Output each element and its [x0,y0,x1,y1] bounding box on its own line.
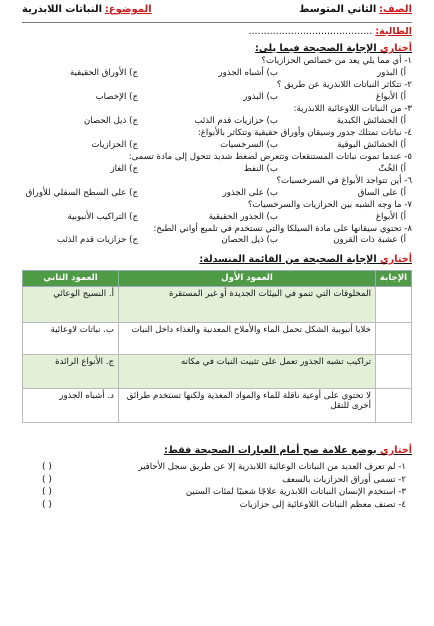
column-one-cell: تراكيب تشبه الجذور تعمل على تثبيت النبات في مكانه [119,354,376,388]
table-row [23,388,412,422]
check-box[interactable]: ( ) [42,474,52,485]
option-c[interactable]: ج) حزازيات قدم الذئب [56,235,138,246]
option-b[interactable]: ب) النفط [243,163,278,174]
option-c[interactable]: ج) على السطح السفلي للأوراق [25,187,138,198]
question-text: ٢- تتكاثر النباتات اللابذرية عن طريق ؟ [276,79,412,90]
section3-title-red: أختاري [379,444,412,456]
section2-title [22,254,412,267]
section2-title-red: أختاري [379,253,412,265]
grade-block [299,4,412,16]
column-one-cell: المخلوقات التي تنمو في البيئات الجديدة أو غير المستقرة [119,286,376,322]
section2-title-rest: الإجابة الصحيحة من القائمة المنسدلة: [199,253,380,265]
question-text: ٤- نباتات تمتلك جذور وسيقان وأوراق حقيقية وتتكاثر بالأبواغ: [197,127,412,138]
option-c[interactable]: ج) الإخصاب [95,91,138,102]
options-row [22,188,412,200]
option-a[interactable]: أ) الأبواغ [375,211,406,222]
answer-dropdown[interactable] [376,286,412,322]
section1-title [22,43,412,56]
question-text: ٣- من النباتات اللاوعائية اللابذرية: [293,103,412,114]
column-one-cell: لا تحتوي على أوعية ناقلة للماء والمواد المغذية ولكنها تستخدم طرائق أخرى للنقل [119,388,376,422]
options-row [22,92,412,104]
option-c[interactable]: ج) التراكيب الأنبوبية [67,211,138,222]
options-row [22,212,412,224]
column-two-cell: أ. النسيج الوعائي [23,286,119,322]
option-b[interactable]: ب) ذيل الحصان [221,235,278,246]
option-b[interactable]: ب) السرخسيات [220,139,278,150]
check-box[interactable]: ( ) [42,487,52,498]
mcq-item [22,224,412,248]
topic-label: الموضوع: [104,4,152,15]
option-b[interactable]: ب) حزازيات قدم الذئب [194,115,278,126]
column-two-cell: د. أشباه الجذور [23,388,119,422]
section3-title-rest: بوضع علامة صح أمام العبارات الصحيحة فقط: [164,444,380,456]
list-item [22,500,412,513]
answer-column-header: الإجابة [376,270,412,286]
options-row [22,116,412,128]
mcq-item [22,80,412,104]
answer-dropdown[interactable] [376,388,412,422]
statement-text: ٢- تسمى أوراق الحزازيات بالسعف [282,474,406,485]
list-item [22,462,412,475]
option-a[interactable]: أ) البذور [377,67,406,78]
option-b[interactable]: ب) أشباه الجذور [218,67,278,78]
statement-text: ١- لم تعرف العديد من النباتات الوعائية اللابذرية إلا عن طريق سجل الأحافير [138,461,406,472]
mcq-item [22,152,412,176]
question-text: ٧- ما وجه الشبه بين الحزازيات والسرخسيات؟ [247,199,412,210]
option-c[interactable]: ج) الأوراق الحقيقية [69,67,138,78]
header-divider [22,22,412,23]
student-name-line [22,26,412,39]
topic-block [22,4,152,16]
check-box[interactable]: ( ) [42,461,52,472]
question-text: ٨- تحتوي سيقانها على مادة السيلكا والتي تستخدم في تلميع أواني الطبخ: [153,223,412,234]
section1-title-red: أختاري [379,43,412,54]
topic-value: النباتات اللابذرية [22,4,103,15]
statement-text: ٤- تصنف معظم النباتات اللاوعائية إلى حزازيات [239,500,406,511]
option-c[interactable]: ج) الحزازيات [91,139,138,150]
options-row [22,140,412,152]
option-b[interactable]: ب) البذور [243,91,278,102]
option-b[interactable]: ب) على الجذور [222,187,278,198]
mcq-item [22,200,412,224]
section3-title [22,445,412,458]
student-label: الطالبة: [375,26,412,37]
option-a[interactable]: أ) عشبة ذات القرون [333,235,406,246]
options-row [22,164,412,176]
option-a[interactable]: أ) على الساق [357,187,406,198]
mcq-item [22,176,412,200]
answer-dropdown[interactable] [376,322,412,354]
matching-table [22,270,412,423]
option-a[interactable]: أ) الحشائش الكبدية [336,115,406,126]
table-row [23,354,412,388]
option-c[interactable]: ج) ذيل الحصان [83,115,138,126]
mcq-list [22,56,412,248]
column-two-cell: ج. الأنواع الرائدة [23,354,119,388]
mcq-item [22,56,412,80]
question-text: ٥- عندما تموت نباتات المستنقعات وتتعرض لضغط شديد تتحول إلى مادة تسمى: [128,151,412,162]
check-box[interactable]: ( ) [42,500,52,511]
grade-value: الثاني المتوسط [299,4,377,15]
option-b[interactable]: ب) الجذور الحقيقية [208,211,278,222]
section1-title-rest: الإجابة الصحيحة فيما يلي: [255,43,380,54]
options-row [22,68,412,80]
student-name-blank[interactable]: ......................................... [248,26,373,37]
column-two-cell: ب. نباتات لاوعائية [23,322,119,354]
table-row [23,286,412,322]
mcq-item [22,104,412,128]
statement-text: ٣- استخدم الإنسان النباتات اللابذرية علاجًا شعبيًا لمئات السنين [185,487,406,498]
column-one-cell: خلايا أنبوبية الشكل تحمل الماء والأملاح المعدنية والغذاء داخل النبات [119,322,376,354]
list-item [22,487,412,500]
true-false-list [22,462,412,513]
mcq-item [22,128,412,152]
column-one-header: العمود الأول [119,270,376,286]
worksheet-header [22,4,412,18]
question-text: ١- أي مما يلي يعد من خصائص الحزازيات؟ [261,56,412,66]
matching-table-header-row [23,270,412,286]
option-a[interactable]: أ) الحشائش البوقية [337,139,406,150]
table-row [23,322,412,354]
list-item [22,475,412,488]
option-a[interactable]: أ) الأبواغ [375,91,406,102]
question-text: ٦- أين تتواجد الأبواغ في السرخسيات؟ [276,175,412,186]
option-c[interactable]: ج) الغاز [110,163,138,174]
column-two-header: العمود الثاني [23,270,119,286]
option-a[interactable]: أ) الخُثّ [378,163,406,174]
answer-dropdown[interactable] [376,354,412,388]
grade-label: الصف: [379,4,412,15]
options-row [22,235,412,247]
